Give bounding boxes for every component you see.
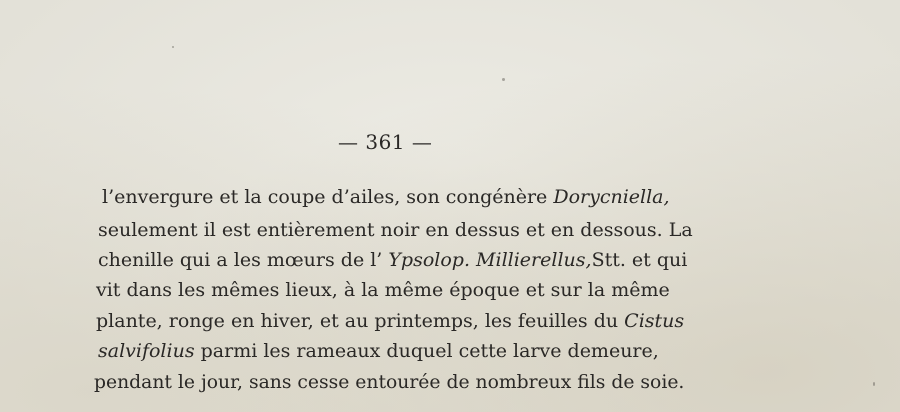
text-line <box>98 246 696 274</box>
italic-run: Ypsolop. Millierellus, <box>388 249 592 271</box>
text-run: pendant le jour, sans cesse entourée de nombreux fils de soie. <box>94 371 685 393</box>
italic-run: Dorycniella, <box>553 186 670 208</box>
text-line <box>94 368 685 396</box>
text-run: l’envergure et la coupe d’ailes, son congénère <box>102 186 554 208</box>
text-run: vit dans les mêmes lieux, à la même époque et sur la même <box>96 279 670 301</box>
italic-run: salvifolius <box>98 340 195 362</box>
text-run: Stt. et qui <box>591 249 688 271</box>
paper-speck <box>873 382 875 386</box>
text-line <box>96 276 696 304</box>
italic-run: Cistus <box>624 310 685 332</box>
text-run: plante, ronge en hiver, et au printemps, les feuilles du <box>96 310 625 332</box>
text-line <box>98 337 696 365</box>
text-line <box>96 307 696 335</box>
text-run: parmi les rameaux duquel cette larve demeure, <box>194 340 659 362</box>
paper-speck <box>502 78 505 81</box>
text-run: seulement il est entièrement noir en dessus et en dessous. La <box>98 219 693 241</box>
paper-speck <box>172 46 174 48</box>
text-line <box>98 216 696 244</box>
page-number: — 361 — <box>338 130 433 154</box>
text-line <box>102 183 694 211</box>
text-run: chenille qui a les mœurs de l’ <box>98 249 389 271</box>
